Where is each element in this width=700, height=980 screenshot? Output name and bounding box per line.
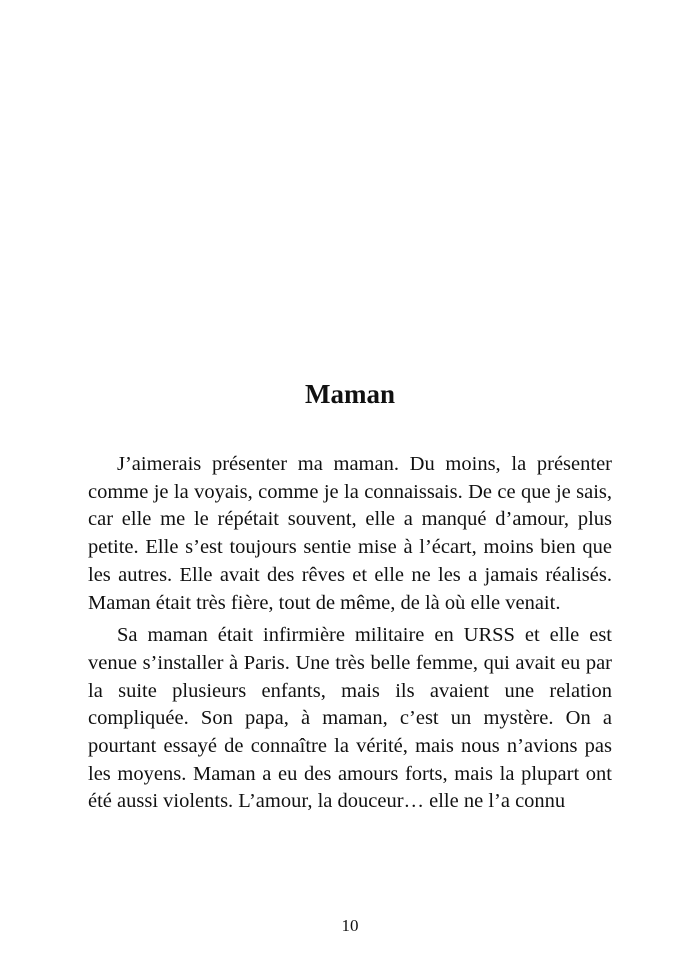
chapter-body xyxy=(88,451,612,821)
paragraph: Sa maman était infirmière militaire en URSS et elle est venue s’installer à Paris. Une très belle femme, qui avait eu par la suite plusieurs enfants, mais ils avaient une relation compliquée. Son papa, à maman, c’est un mystère. On a pourtant essayé de connaître la vérité, mais nous n’avions pas les moyens. Maman a eu des amours forts, mais la plupart ont été aussi violents. L’amour, la douceur… elle ne l’a connu xyxy=(88,624,612,813)
chapter-title: Maman xyxy=(305,379,395,409)
paragraph: J’aimerais présenter ma maman. Du moins, la présenter comme je la voyais, comme je la connaissais. De ce que je sais, car elle me le répétait souvent, elle a manqué d’amour, plus petite. Elle s’est toujours sentie mise à l’écart, moins bien que les autres. Elle avait des rêves et elle ne les a jamais réalisés. Maman était très fière, tout de même, de là où elle venait. xyxy=(88,453,612,614)
page-number: 10 xyxy=(341,916,359,935)
